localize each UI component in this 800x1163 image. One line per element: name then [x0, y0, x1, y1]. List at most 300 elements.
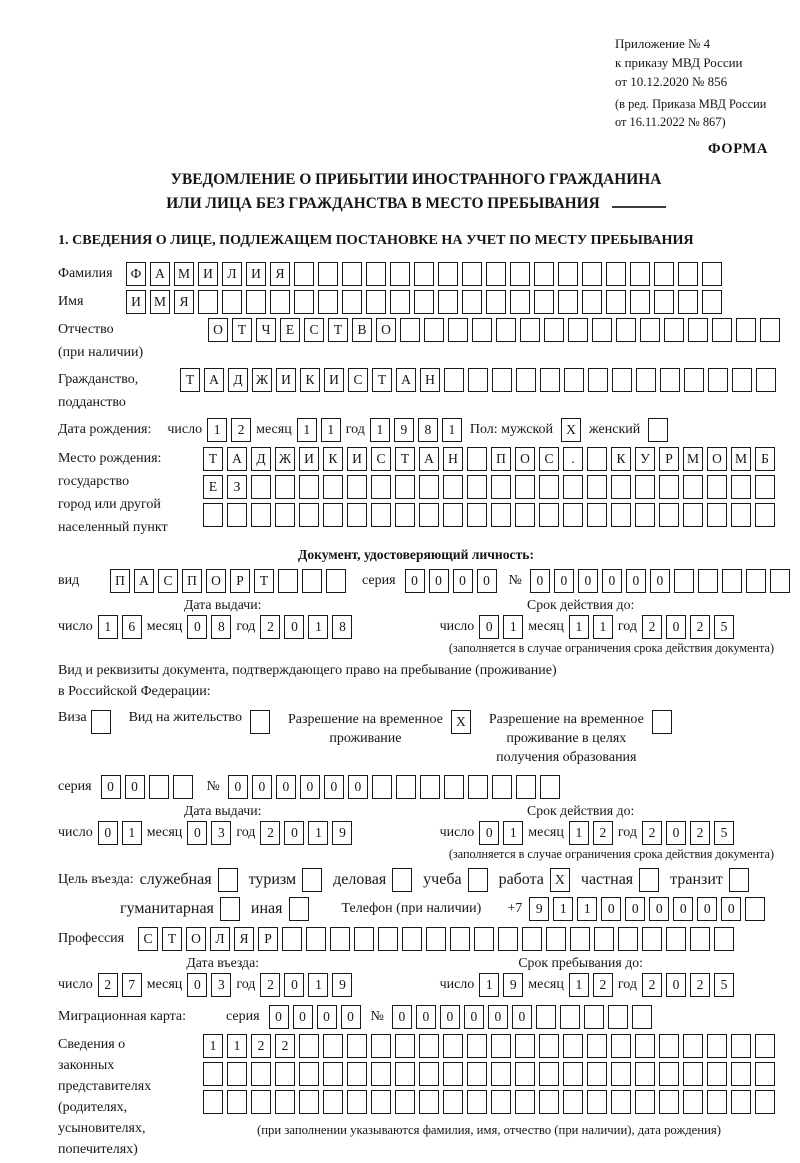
char-box[interactable]: 0 — [721, 897, 741, 921]
char-box[interactable] — [419, 1090, 439, 1114]
char-box[interactable] — [722, 569, 742, 593]
char-box[interactable] — [467, 447, 487, 471]
char-box[interactable]: 6 — [122, 615, 142, 639]
char-box[interactable] — [587, 503, 607, 527]
char-box[interactable] — [570, 927, 590, 951]
char-box[interactable] — [746, 569, 766, 593]
char-box[interactable] — [630, 262, 650, 286]
char-box[interactable] — [540, 368, 560, 392]
char-box[interactable] — [486, 262, 506, 286]
char-box[interactable] — [354, 927, 374, 951]
char-box[interactable] — [683, 1034, 703, 1058]
char-box[interactable] — [707, 475, 727, 499]
char-box[interactable] — [516, 775, 536, 799]
char-box[interactable]: 2 — [690, 821, 710, 845]
char-box[interactable]: 1 — [321, 418, 341, 442]
char-box[interactable] — [390, 262, 410, 286]
char-box[interactable] — [347, 475, 367, 499]
char-box[interactable]: 1 — [370, 418, 390, 442]
char-box[interactable] — [450, 927, 470, 951]
char-box[interactable] — [486, 290, 506, 314]
char-box[interactable]: Р — [659, 447, 679, 471]
char-box[interactable]: Е — [280, 318, 300, 342]
char-box[interactable] — [522, 927, 542, 951]
char-box[interactable] — [731, 1062, 751, 1086]
char-box[interactable]: 9 — [332, 973, 352, 997]
char-box[interactable] — [227, 1090, 247, 1114]
char-box[interactable] — [424, 318, 444, 342]
char-box[interactable] — [755, 503, 775, 527]
char-box[interactable] — [326, 569, 346, 593]
char-box[interactable] — [515, 475, 535, 499]
char-box[interactable] — [347, 1090, 367, 1114]
char-box[interactable]: С — [539, 447, 559, 471]
char-box[interactable] — [632, 1005, 652, 1029]
char-box[interactable] — [611, 1062, 631, 1086]
char-box[interactable] — [659, 1034, 679, 1058]
char-box[interactable] — [654, 262, 674, 286]
char-box[interactable]: Е — [203, 475, 223, 499]
char-box[interactable]: 9 — [394, 418, 414, 442]
char-box[interactable]: Д — [228, 368, 248, 392]
char-box[interactable]: 1 — [503, 615, 523, 639]
char-box[interactable] — [736, 318, 756, 342]
char-box[interactable] — [539, 1090, 559, 1114]
char-box[interactable] — [278, 569, 298, 593]
char-box[interactable]: Д — [251, 447, 271, 471]
char-box[interactable]: Т — [254, 569, 274, 593]
char-box[interactable]: А — [419, 447, 439, 471]
char-box[interactable]: 0 — [530, 569, 550, 593]
char-box[interactable] — [563, 1062, 583, 1086]
char-box[interactable] — [564, 368, 584, 392]
char-box[interactable]: К — [323, 447, 343, 471]
char-box[interactable]: И — [246, 262, 266, 286]
char-box[interactable] — [203, 1062, 223, 1086]
char-box[interactable]: К — [300, 368, 320, 392]
char-box[interactable] — [510, 290, 530, 314]
char-box[interactable]: О — [206, 569, 226, 593]
char-box[interactable] — [563, 1090, 583, 1114]
char-box[interactable] — [635, 475, 655, 499]
char-box[interactable] — [467, 475, 487, 499]
char-box[interactable] — [275, 1090, 295, 1114]
char-box[interactable] — [606, 290, 626, 314]
char-box[interactable]: Т — [395, 447, 415, 471]
char-box[interactable]: 1 — [479, 973, 499, 997]
char-box[interactable] — [347, 1062, 367, 1086]
char-box[interactable]: И — [347, 447, 367, 471]
char-box[interactable] — [516, 368, 536, 392]
char-box[interactable]: О — [707, 447, 727, 471]
char-box[interactable] — [491, 1062, 511, 1086]
char-box[interactable]: И — [276, 368, 296, 392]
char-box[interactable] — [731, 1034, 751, 1058]
char-box[interactable]: 8 — [332, 615, 352, 639]
char-box[interactable] — [366, 290, 386, 314]
char-box[interactable] — [515, 1062, 535, 1086]
char-box[interactable]: 0 — [626, 569, 646, 593]
char-box[interactable] — [684, 368, 704, 392]
char-box[interactable] — [282, 927, 302, 951]
char-box[interactable] — [275, 475, 295, 499]
char-box[interactable] — [251, 1090, 271, 1114]
char-box[interactable] — [584, 1005, 604, 1029]
char-box[interactable] — [448, 318, 468, 342]
char-box[interactable]: 0 — [488, 1005, 508, 1029]
char-box[interactable] — [330, 927, 350, 951]
char-box[interactable]: О — [208, 318, 228, 342]
char-box[interactable] — [419, 1034, 439, 1058]
char-box[interactable]: О — [515, 447, 535, 471]
char-box[interactable]: 2 — [275, 1034, 295, 1058]
char-box[interactable] — [203, 503, 223, 527]
char-box[interactable]: Ч — [256, 318, 276, 342]
char-box[interactable] — [390, 290, 410, 314]
purpose-other-checkbox[interactable] — [289, 897, 309, 921]
char-box[interactable] — [395, 503, 415, 527]
char-box[interactable]: 2 — [593, 973, 613, 997]
char-box[interactable] — [251, 503, 271, 527]
char-box[interactable]: 2 — [260, 973, 280, 997]
char-box[interactable] — [246, 290, 266, 314]
char-box[interactable] — [462, 262, 482, 286]
char-box[interactable] — [492, 368, 512, 392]
char-box[interactable] — [616, 318, 636, 342]
char-box[interactable] — [640, 318, 660, 342]
char-box[interactable]: М — [683, 447, 703, 471]
char-box[interactable] — [402, 927, 422, 951]
char-box[interactable] — [731, 475, 751, 499]
char-box[interactable] — [294, 290, 314, 314]
char-box[interactable] — [539, 1034, 559, 1058]
char-box[interactable]: 0 — [649, 897, 669, 921]
char-box[interactable]: 1 — [503, 821, 523, 845]
char-box[interactable] — [299, 1062, 319, 1086]
purpose-official-checkbox[interactable] — [218, 868, 238, 892]
visa-checkbox[interactable] — [91, 710, 111, 734]
char-box[interactable]: Ж — [275, 447, 295, 471]
char-box[interactable] — [299, 503, 319, 527]
char-box[interactable]: 0 — [293, 1005, 313, 1029]
char-box[interactable]: 0 — [429, 569, 449, 593]
char-box[interactable]: Р — [258, 927, 278, 951]
char-box[interactable]: 0 — [453, 569, 473, 593]
char-box[interactable]: 1 — [553, 897, 573, 921]
char-box[interactable] — [563, 475, 583, 499]
char-box[interactable] — [618, 927, 638, 951]
char-box[interactable] — [371, 1062, 391, 1086]
char-box[interactable]: 1 — [207, 418, 227, 442]
char-box[interactable] — [707, 1034, 727, 1058]
char-box[interactable]: 0 — [187, 973, 207, 997]
char-box[interactable]: 2 — [260, 615, 280, 639]
char-box[interactable] — [515, 503, 535, 527]
char-box[interactable] — [568, 318, 588, 342]
char-box[interactable] — [498, 927, 518, 951]
char-box[interactable]: 0 — [300, 775, 320, 799]
char-box[interactable] — [438, 262, 458, 286]
char-box[interactable]: Ж — [252, 368, 272, 392]
char-box[interactable] — [690, 927, 710, 951]
char-box[interactable]: 0 — [269, 1005, 289, 1029]
char-box[interactable]: А — [150, 262, 170, 286]
char-box[interactable] — [635, 1034, 655, 1058]
char-box[interactable] — [708, 368, 728, 392]
char-box[interactable]: А — [227, 447, 247, 471]
char-box[interactable] — [563, 503, 583, 527]
char-box[interactable] — [654, 290, 674, 314]
char-box[interactable]: 1 — [442, 418, 462, 442]
char-box[interactable] — [678, 290, 698, 314]
char-box[interactable]: И — [324, 368, 344, 392]
char-box[interactable] — [251, 1062, 271, 1086]
char-box[interactable] — [515, 1034, 535, 1058]
char-box[interactable] — [342, 262, 362, 286]
char-box[interactable]: 3 — [211, 973, 231, 997]
char-box[interactable] — [443, 1062, 463, 1086]
char-box[interactable]: 0 — [416, 1005, 436, 1029]
char-box[interactable]: 0 — [98, 821, 118, 845]
char-box[interactable] — [732, 368, 752, 392]
char-box[interactable]: Т — [162, 927, 182, 951]
char-box[interactable] — [536, 1005, 556, 1029]
char-box[interactable] — [275, 1062, 295, 1086]
char-box[interactable]: 0 — [348, 775, 368, 799]
char-box[interactable]: П — [491, 447, 511, 471]
char-box[interactable]: И — [198, 262, 218, 286]
female-checkbox[interactable] — [648, 418, 668, 442]
char-box[interactable] — [420, 775, 440, 799]
char-box[interactable]: 2 — [98, 973, 118, 997]
char-box[interactable]: 9 — [529, 897, 549, 921]
char-box[interactable] — [251, 475, 271, 499]
char-box[interactable]: 3 — [211, 821, 231, 845]
char-box[interactable] — [371, 1090, 391, 1114]
char-box[interactable] — [770, 569, 790, 593]
char-box[interactable]: 1 — [308, 615, 328, 639]
char-box[interactable]: 0 — [187, 615, 207, 639]
char-box[interactable] — [756, 368, 776, 392]
char-box[interactable] — [612, 368, 632, 392]
char-box[interactable] — [594, 927, 614, 951]
char-box[interactable] — [419, 503, 439, 527]
char-box[interactable]: 0 — [341, 1005, 361, 1029]
char-box[interactable] — [294, 262, 314, 286]
char-box[interactable]: У — [635, 447, 655, 471]
char-box[interactable] — [558, 290, 578, 314]
char-box[interactable] — [587, 1090, 607, 1114]
char-box[interactable] — [560, 1005, 580, 1029]
char-box[interactable]: 2 — [642, 973, 662, 997]
char-box[interactable] — [688, 318, 708, 342]
char-box[interactable]: С — [348, 368, 368, 392]
char-box[interactable]: 0 — [601, 897, 621, 921]
char-box[interactable]: 0 — [650, 569, 670, 593]
char-box[interactable]: 0 — [440, 1005, 460, 1029]
char-box[interactable] — [635, 1090, 655, 1114]
char-box[interactable]: 1 — [569, 821, 589, 845]
char-box[interactable]: 2 — [690, 973, 710, 997]
char-box[interactable] — [371, 475, 391, 499]
char-box[interactable]: К — [611, 447, 631, 471]
char-box[interactable]: Н — [420, 368, 440, 392]
char-box[interactable]: 0 — [405, 569, 425, 593]
char-box[interactable] — [299, 1034, 319, 1058]
char-box[interactable] — [467, 1034, 487, 1058]
char-box[interactable] — [222, 290, 242, 314]
char-box[interactable]: И — [299, 447, 319, 471]
purpose-business-checkbox[interactable] — [392, 868, 412, 892]
char-box[interactable] — [587, 1062, 607, 1086]
char-box[interactable] — [203, 1090, 223, 1114]
char-box[interactable]: Т — [232, 318, 252, 342]
char-box[interactable]: 0 — [625, 897, 645, 921]
char-box[interactable]: А — [134, 569, 154, 593]
char-box[interactable] — [666, 927, 686, 951]
char-box[interactable] — [443, 503, 463, 527]
char-box[interactable] — [366, 262, 386, 286]
char-box[interactable] — [608, 1005, 628, 1029]
char-box[interactable] — [444, 775, 464, 799]
char-box[interactable]: Т — [180, 368, 200, 392]
char-box[interactable]: 0 — [666, 821, 686, 845]
temp-residence-edu-checkbox[interactable] — [652, 710, 672, 734]
char-box[interactable] — [198, 290, 218, 314]
char-box[interactable] — [347, 503, 367, 527]
char-box[interactable] — [539, 475, 559, 499]
char-box[interactable]: В — [352, 318, 372, 342]
char-box[interactable] — [546, 927, 566, 951]
char-box[interactable] — [587, 1034, 607, 1058]
char-box[interactable] — [534, 290, 554, 314]
char-box[interactable] — [714, 927, 734, 951]
purpose-humanitarian-checkbox[interactable] — [220, 897, 240, 921]
char-box[interactable]: Т — [203, 447, 223, 471]
char-box[interactable]: 2 — [642, 821, 662, 845]
char-box[interactable] — [472, 318, 492, 342]
char-box[interactable] — [515, 1090, 535, 1114]
char-box[interactable]: 0 — [284, 615, 304, 639]
char-box[interactable]: 1 — [122, 821, 142, 845]
char-box[interactable]: 5 — [714, 821, 734, 845]
char-box[interactable]: 0 — [324, 775, 344, 799]
char-box[interactable]: 1 — [308, 821, 328, 845]
male-checkbox[interactable]: X — [561, 418, 581, 442]
char-box[interactable]: О — [376, 318, 396, 342]
char-box[interactable] — [755, 1062, 775, 1086]
char-box[interactable] — [755, 475, 775, 499]
char-box[interactable] — [544, 318, 564, 342]
purpose-tourism-checkbox[interactable] — [302, 868, 322, 892]
char-box[interactable] — [443, 1090, 463, 1114]
char-box[interactable]: 5 — [714, 973, 734, 997]
char-box[interactable] — [678, 262, 698, 286]
char-box[interactable]: 0 — [284, 821, 304, 845]
char-box[interactable] — [395, 475, 415, 499]
char-box[interactable] — [587, 447, 607, 471]
char-box[interactable]: 9 — [503, 973, 523, 997]
char-box[interactable] — [539, 503, 559, 527]
char-box[interactable]: М — [150, 290, 170, 314]
char-box[interactable] — [227, 503, 247, 527]
residence-permit-checkbox[interactable] — [250, 710, 270, 734]
char-box[interactable]: 0 — [666, 615, 686, 639]
char-box[interactable] — [702, 262, 722, 286]
purpose-private-checkbox[interactable] — [639, 868, 659, 892]
char-box[interactable]: 1 — [297, 418, 317, 442]
char-box[interactable] — [306, 927, 326, 951]
char-box[interactable] — [318, 262, 338, 286]
char-box[interactable] — [462, 290, 482, 314]
char-box[interactable] — [149, 775, 169, 799]
char-box[interactable] — [323, 1034, 343, 1058]
char-box[interactable] — [606, 262, 626, 286]
char-box[interactable] — [419, 475, 439, 499]
char-box[interactable] — [491, 475, 511, 499]
char-box[interactable] — [400, 318, 420, 342]
char-box[interactable] — [491, 503, 511, 527]
char-box[interactable] — [414, 290, 434, 314]
char-box[interactable]: Н — [443, 447, 463, 471]
char-box[interactable]: 0 — [228, 775, 248, 799]
char-box[interactable] — [342, 290, 362, 314]
char-box[interactable] — [520, 318, 540, 342]
char-box[interactable]: 0 — [187, 821, 207, 845]
char-box[interactable] — [683, 1062, 703, 1086]
char-box[interactable] — [468, 775, 488, 799]
char-box[interactable]: 7 — [122, 973, 142, 997]
char-box[interactable] — [707, 1062, 727, 1086]
char-box[interactable] — [443, 475, 463, 499]
char-box[interactable]: 2 — [251, 1034, 271, 1058]
char-box[interactable] — [323, 1062, 343, 1086]
char-box[interactable] — [683, 1090, 703, 1114]
char-box[interactable] — [636, 368, 656, 392]
char-box[interactable]: Я — [234, 927, 254, 951]
char-box[interactable]: 1 — [577, 897, 597, 921]
char-box[interactable] — [371, 1034, 391, 1058]
char-box[interactable]: А — [204, 368, 224, 392]
char-box[interactable]: 0 — [479, 821, 499, 845]
char-box[interactable] — [659, 475, 679, 499]
temp-residence-checkbox[interactable]: X — [451, 710, 471, 734]
char-box[interactable]: 0 — [392, 1005, 412, 1029]
char-box[interactable]: 2 — [690, 615, 710, 639]
char-box[interactable] — [588, 368, 608, 392]
char-box[interactable] — [664, 318, 684, 342]
char-box[interactable] — [467, 503, 487, 527]
char-box[interactable]: 0 — [252, 775, 272, 799]
purpose-work-checkbox[interactable]: X — [550, 868, 570, 892]
char-box[interactable] — [372, 775, 392, 799]
char-box[interactable] — [395, 1034, 415, 1058]
char-box[interactable]: 0 — [554, 569, 574, 593]
char-box[interactable] — [318, 290, 338, 314]
char-box[interactable]: . — [563, 447, 583, 471]
char-box[interactable] — [323, 503, 343, 527]
char-box[interactable] — [496, 318, 516, 342]
char-box[interactable] — [563, 1034, 583, 1058]
char-box[interactable] — [755, 1034, 775, 1058]
char-box[interactable]: 8 — [418, 418, 438, 442]
char-box[interactable] — [378, 927, 398, 951]
char-box[interactable] — [395, 1062, 415, 1086]
char-box[interactable] — [419, 1062, 439, 1086]
char-box[interactable] — [659, 1090, 679, 1114]
char-box[interactable]: А — [396, 368, 416, 392]
char-box[interactable]: 2 — [593, 821, 613, 845]
